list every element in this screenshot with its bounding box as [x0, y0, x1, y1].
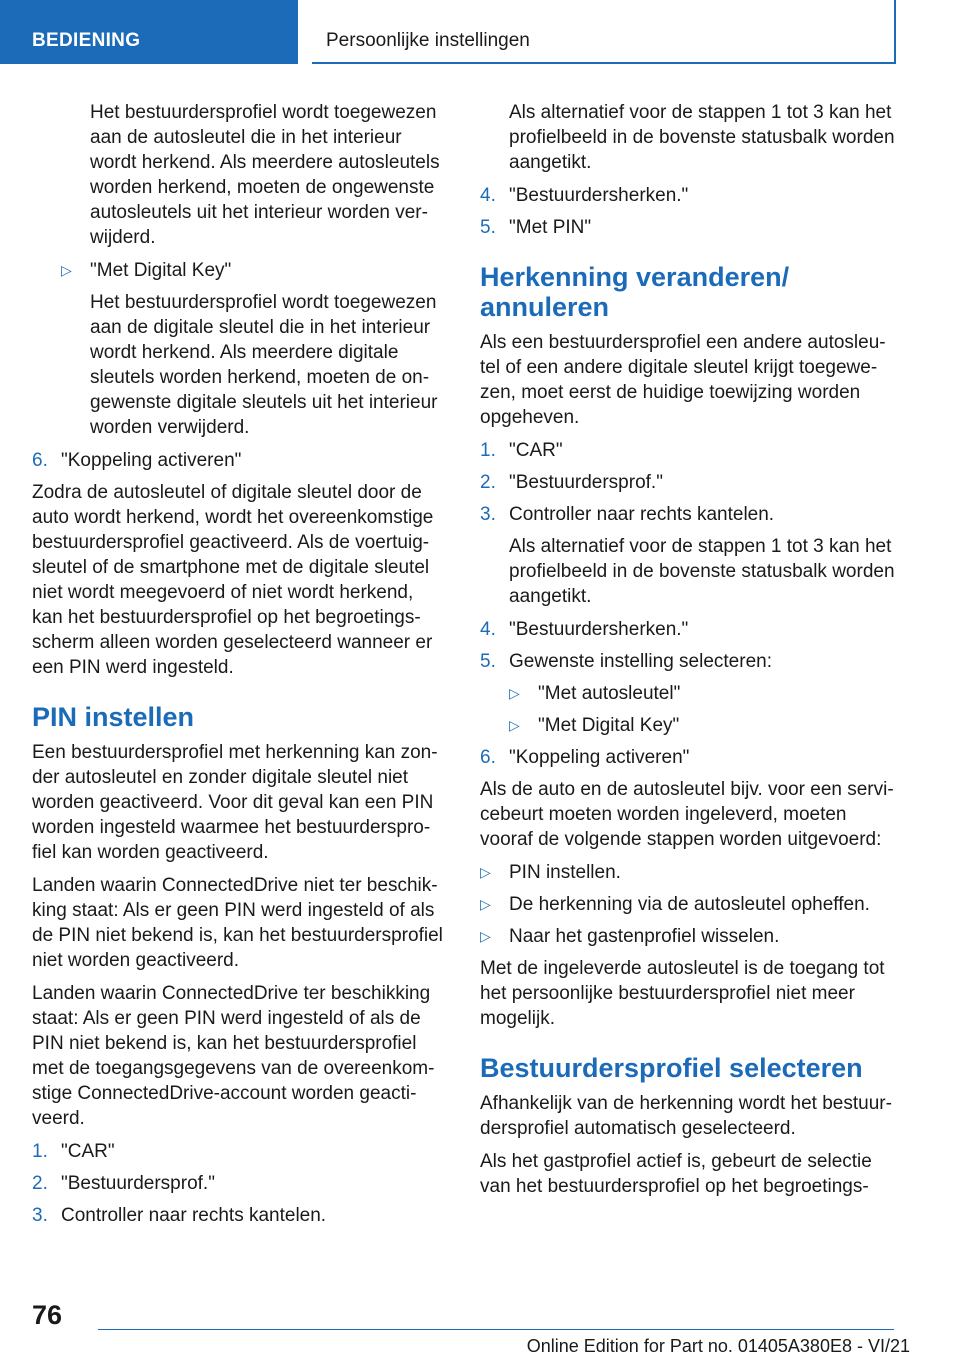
- paragraph: Als een bestuurdersprofiel een andere autosleutel of een andere digitale sleutel krijgt toegewezen, moet eerst de huidige toewijzing worden opgeheven.: [480, 332, 886, 428]
- list-item: 4. "Bestuurdersherken.": [480, 619, 689, 640]
- triangle-bullet-icon: ▷: [509, 685, 520, 701]
- edition-note: Online Edition for Part no. 01405A380E8 - VI/21: [526, 1336, 910, 1356]
- list-item: 2. "Bestuurdersprof.": [480, 472, 663, 493]
- section-heading: PIN instellen: [32, 702, 195, 732]
- right-column: [480, 100, 898, 1207]
- paragraph: Een bestuurdersprofiel met herkenning kan zonder autosleutel en zonder digitale sleutel niet worden geactiveerd. Voor dit geval kan een PIN worden ingesteld waarmee het bestuurdersprofiel kan worden geactiveerd.: [32, 742, 438, 863]
- paragraph: Het bestuurdersprofiel wordt toegewezen aan de autosleutel die in het interieur wordt herkend. Als meerdere autosleutels worden herkend, moeten de ongewenste autosleutels uit het interieur worden verwijderd.: [90, 102, 440, 248]
- paragraph: Landen waarin ConnectedDrive niet ter beschikking staat: Als er geen PIN werd ingesteld of als de PIN niet bekend is, kan het bestuurdersprofiel niet worden geactiveerd.: [32, 875, 443, 971]
- left-column: [32, 100, 448, 1235]
- triangle-bullet-icon: ▷: [480, 864, 491, 880]
- triangle-bullet-icon: ▷: [61, 262, 72, 278]
- list-item: 2. "Bestuurdersprof.": [32, 1173, 215, 1194]
- paragraph: Als alternatief voor de stappen 1 tot 3 kan het profielbeeld in de bovenste statusbalk worden aangetikt.: [509, 536, 895, 607]
- list-item: 1. "CAR": [32, 1141, 115, 1162]
- list-item: ▷ De herkenning via de autosleutel opheffen.: [480, 894, 870, 915]
- list-item: 6. "Koppeling activeren": [32, 450, 242, 471]
- list-item: ▷ "Met Digital Key": [509, 715, 680, 736]
- list-item: ▷ "Met autosleutel": [509, 683, 681, 704]
- section-tab: [0, 0, 298, 64]
- list-item: 4. "Bestuurdersherken.": [480, 185, 689, 206]
- list-item: ▷ "Met Digital Key": [61, 260, 232, 281]
- section-heading: Bestuurdersprofiel selecteren: [480, 1053, 863, 1083]
- paragraph: Het bestuurdersprofiel wordt toegewezen aan de digitale sleutel die in het interieur wordt herkend. Als meerdere digitale sleutels worden herkend, moeten de ongewenste digitale sleutels uit het interieur worden verwijderd.: [90, 292, 438, 438]
- list-item: 3. Controller naar rechts kantelen.: [32, 1205, 327, 1226]
- section-label: BEDIENING: [32, 30, 141, 51]
- paragraph: Zodra de autosleutel of digitale sleutel door de auto wordt herkend, wordt het overeenkomstige bestuurdersprofiel geactiveerd. Als de voertuigsleutel of de smartphone met de digitale sleutel niet wordt meegevoerd of niet wordt herkend, kan het bestuurdersprofiel op het begroetingsscherm alleen worden geselecteerd wanneer er een PIN werd ingesteld.: [32, 482, 434, 678]
- chapter-title: Persoonlijke instellingen: [326, 30, 530, 51]
- section-heading: Herkenning veranderen/ annuleren: [480, 262, 790, 322]
- chapter-header: [312, 0, 896, 64]
- triangle-bullet-icon: ▷: [509, 717, 520, 733]
- footer-divider: [98, 1329, 894, 1330]
- list-item: 3. Controller naar rechts kantelen.: [480, 504, 775, 525]
- paragraph: Als de auto en de autosleutel bijv. voor een servicebeurt moeten worden ingeleverd, moeten vooraf de volgende stappen worden uitgevoerd:: [480, 779, 894, 850]
- paragraph: Als het gastprofiel actief is, gebeurt de selectie van het bestuurdersprofiel op het begroetings-: [480, 1151, 872, 1197]
- list-item: 6. "Koppeling activeren": [480, 747, 690, 768]
- paragraph: Als alternatief voor de stappen 1 tot 3 kan het profielbeeld in de bovenste statusbalk worden aangetikt.: [509, 102, 895, 173]
- list-item: 5. "Met PIN": [480, 217, 592, 238]
- list-item: 1. "CAR": [480, 440, 563, 461]
- paragraph: Afhankelijk van de herkenning wordt het bestuurdersprofiel automatisch geselecteerd.: [480, 1093, 892, 1139]
- list-item: ▷ Naar het gastenprofiel wisselen.: [480, 926, 780, 947]
- list-item: ▷ PIN instellen.: [480, 862, 621, 883]
- triangle-bullet-icon: ▷: [480, 928, 491, 944]
- page-number: 76: [32, 1300, 63, 1330]
- list-item: 5. Gewenste instelling selecteren:: [480, 651, 772, 672]
- triangle-bullet-icon: ▷: [480, 896, 491, 912]
- paragraph: Landen waarin ConnectedDrive ter beschikking staat: Als er geen PIN werd ingesteld of als de PIN niet bekend is, kan het bestuurdersprofiel met de toegangsgegevens van de overeenkomstige ConnectedDrive-account worden geactiveerd.: [32, 983, 435, 1129]
- paragraph: Met de ingeleverde autosleutel is de toegang tot het persoonlijke bestuurdersprofiel niet meer mogelijk.: [480, 958, 885, 1029]
